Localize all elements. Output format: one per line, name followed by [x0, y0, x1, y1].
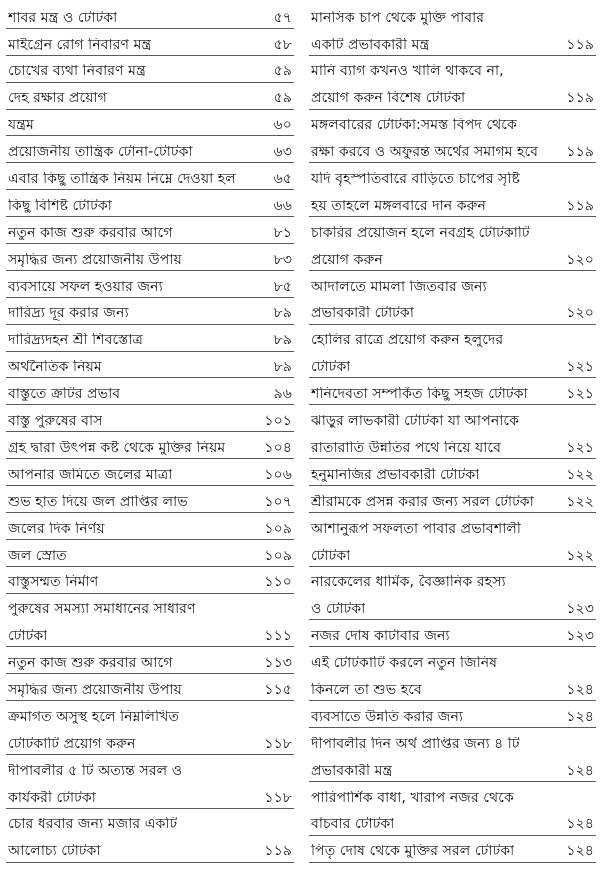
toc-entry-page-number: ৬০: [273, 117, 292, 134]
toc-entry-page-number: ১২৪: [566, 681, 594, 698]
toc-entry-title: টোটকা: [311, 548, 351, 563]
toc-entry-title: জল স্রোত: [8, 548, 67, 563]
toc-entry: [309, 674, 596, 701]
toc-entry-title: মানসিক চাপ থেকে মুক্তি পাবার: [311, 10, 485, 25]
toc-entry-title: কিনলে তা শুভ হবে: [311, 682, 422, 698]
toc-entry-page-number: ৫৯: [273, 63, 292, 80]
toc-entry-title: কিছু বিশিষ্ট টোটকা: [8, 198, 112, 214]
toc-entry: [309, 432, 596, 459]
toc-entry: [6, 271, 294, 298]
toc-entry-title: দীপাবলীর দিন অর্থ প্রাপ্তির জন্য ৪ টি: [311, 736, 520, 751]
toc-entry-title: ব্যবসাতে উন্নতি করার জন্য: [311, 709, 464, 725]
toc-entry-title: বাস্তুতে ক্রটির প্রভাব: [8, 387, 121, 402]
toc-entry: [6, 163, 294, 190]
toc-entry-title: হয় তাহলে মঙ্গলবারে দান করুন: [311, 198, 487, 214]
toc-entry: [309, 352, 596, 379]
toc-entry-title: কার্যকরী টোটকা: [8, 790, 96, 805]
toc-entry-page-number: ১১৯: [566, 197, 594, 214]
toc-entry-page-number: ১২০: [566, 305, 594, 322]
toc-entry-page-number: ১১৯: [566, 144, 594, 161]
toc-entry: [309, 110, 596, 137]
toc-entry: [6, 674, 294, 701]
toc-entry-page-number: ৬৫: [273, 171, 292, 188]
toc-entry: [309, 755, 596, 782]
toc-entry-page-number: ৮৯: [273, 332, 292, 349]
toc-entry-title: আশানুরূপ সফলতা পাবার প্রভাবশালী: [311, 521, 521, 536]
toc-entry: [6, 352, 294, 379]
toc-entry-title: দারিদ্র্য দূর করার জন্য: [8, 306, 129, 321]
toc-entry-title: একটি প্রভাবকারী মন্ত্র: [311, 37, 430, 52]
toc-entry-title: চোখের ব্যথা নিবারণ মন্ত্র: [8, 64, 146, 79]
toc-entry-page-number: ৫৭: [273, 9, 292, 26]
toc-entry: [6, 136, 294, 163]
toc-entry-title: আপনার জমিতে জলের মাত্রা: [8, 467, 173, 483]
toc-entry-title: সমৃদ্ধির জন্য প্রয়োজনীয় উপায়: [8, 682, 182, 698]
toc-entry: [6, 325, 294, 352]
toc-entry: [6, 647, 294, 674]
toc-entry: [6, 432, 294, 459]
toc-entry-page-number: ৫৯: [273, 90, 292, 107]
toc-entry-page-number: ৮৯: [273, 359, 292, 376]
toc-entry: [6, 298, 294, 325]
toc-entry-page-number: ১২০: [566, 251, 594, 268]
toc-entry: [6, 782, 294, 809]
toc-entry: [309, 83, 596, 110]
toc-entry-title: আদালতে মামলা জিতবার জন্য: [311, 279, 487, 294]
toc-entry-title: শনিদেবতা সম্পর্কিত কিছু সহজ টোটকা: [311, 387, 528, 402]
toc-column-right: [309, 2, 596, 863]
toc-entry: [309, 540, 596, 567]
toc-entry: [309, 701, 596, 728]
toc-entry-page-number: ১১৩: [264, 655, 292, 672]
toc-entry-page-number: ১২৩: [566, 628, 594, 645]
toc-entry-title: দীপাবলীর ৫ টি অত্যন্ত সরল ও: [8, 763, 183, 778]
toc-entry-page-number: ৯৬: [273, 386, 292, 403]
toc-entry-page-number: ১২৩: [566, 601, 594, 618]
toc-entry-page-number: ৫৮: [273, 36, 292, 53]
toc-entry: [6, 217, 294, 244]
toc-entry-title: ব্যবসায়ে সফল হওয়ার জন্য: [8, 279, 163, 294]
toc-entry: [309, 620, 596, 647]
toc-entry-page-number: ১১৯: [566, 36, 594, 53]
toc-entry: [6, 755, 294, 782]
toc-entry: [309, 513, 596, 540]
toc-entry-page-number: ৬৩: [273, 144, 292, 161]
toc-entry-page-number: ৮৯: [273, 305, 292, 322]
toc-entry: [309, 56, 596, 83]
toc-entry-title: নতুন কাজ শুরু করবার আগে: [8, 656, 173, 671]
toc-entry-page-number: ১১৫: [264, 681, 292, 698]
toc-entry-title: শুভ হাত দিয়ে জল প্রাপ্তির লাভ: [8, 494, 188, 509]
toc-entry: [309, 782, 596, 809]
toc-entry-page-number: ৮১: [273, 224, 292, 241]
toc-column-left: [6, 2, 294, 863]
toc-entry-page-number: ৬৬: [273, 197, 292, 214]
toc-entry-title: আলোচ্য টোটকা: [8, 844, 101, 859]
toc-entry: [6, 836, 294, 863]
toc-entry-page-number: ১২২: [566, 466, 594, 483]
toc-entry: [309, 325, 596, 352]
toc-entry-page-number: ৮৫: [273, 278, 292, 295]
toc-entry-page-number: ১১৯: [566, 90, 594, 107]
toc-entry-title: শাবর মন্ত্র ও টোটকা: [8, 10, 118, 25]
toc-entry-title: নারকেলের ধার্মিক, বৈজ্ঞানিক রহস্য: [311, 575, 506, 590]
toc-entry: [6, 56, 294, 83]
toc-entry: [6, 459, 294, 486]
toc-entry-title: হোলির রাত্রে প্রয়োগ করুন হলুদের: [311, 333, 504, 348]
toc-entry: [309, 728, 596, 755]
toc-entry: [309, 244, 596, 271]
toc-entry: [309, 567, 596, 594]
toc-entry-title: শ্রীরামকে প্রসন্ন করার জন্য সরল টোটকা: [311, 494, 534, 509]
toc-entry-page-number: ১২৪: [566, 816, 594, 833]
toc-entry: [309, 298, 596, 325]
toc-entry: [309, 378, 596, 405]
toc-entry-title: গ্রহ দ্বারা উৎপন্ন কষ্ট থেকে মুক্তির নিয়ম: [8, 440, 226, 456]
toc-entry-title: প্রয়োগ করুন: [311, 252, 383, 267]
toc-entry: [309, 647, 596, 674]
toc-entry-title: ক্রমাগত অসুস্থ হলে নিম্নলিখিত: [8, 709, 180, 725]
toc-entry-title: পিতৃ দোষ থেকে মুক্তির সরল টোটকা: [311, 844, 515, 859]
toc-entry-page-number: ১০৪: [264, 439, 292, 456]
toc-entry-title: বাস্তু পুরুষের বাস: [8, 414, 103, 429]
toc-entry: [6, 110, 294, 137]
toc-entry-title: টোটকা: [311, 360, 351, 375]
toc-entry: [309, 217, 596, 244]
toc-entry-title: ও টোটকা: [311, 602, 366, 617]
toc-entry-title: দেহ রক্ষার প্রয়োগ: [8, 91, 107, 106]
toc-entry: [309, 136, 596, 163]
toc-entry-page-number: ১২২: [566, 547, 594, 564]
toc-entry-title: ঝাড়ুর লাভকারী টোটকা যা আপনাকে: [311, 414, 520, 429]
toc-entry: [309, 271, 596, 298]
toc-entry: [309, 2, 596, 29]
toc-entry: [309, 190, 596, 217]
toc-entry-title: মঙ্গলবারের টোটকা:সমস্ত বিপদ থেকে: [311, 118, 517, 133]
toc-entry-title: প্রভাবকারী টোটকা: [311, 306, 414, 321]
toc-entry-title: পারিপার্শিক বাধা, খারাপ নজর থেকে: [311, 790, 514, 805]
toc-entry-page-number: ১২১: [566, 386, 594, 403]
toc-entry-title: চোর ধরবার জন্য মজার একটি: [8, 817, 178, 832]
toc-entry-page-number: ১০৭: [264, 493, 292, 510]
toc-entry-title: যদি বৃহস্পতিবারে বাড়িতে চাপের সৃষ্টি: [311, 172, 520, 187]
toc-entry-page-number: ১২৪: [566, 762, 594, 779]
toc-entry: [309, 29, 596, 56]
toc-entry-page-number: ১২৪: [566, 843, 594, 860]
toc-entry-title: জলের দিক নির্ণয়: [8, 521, 105, 536]
toc-entry: [6, 809, 294, 836]
toc-entry: [309, 836, 596, 863]
toc-entry-title: টোটকা: [8, 629, 48, 644]
toc-entry: [309, 594, 596, 621]
toc-entry: [309, 163, 596, 190]
toc-entry-page-number: ১২১: [566, 439, 594, 456]
toc-entry: [6, 594, 294, 621]
toc-entry: [6, 620, 294, 647]
toc-entry-title: মানি ব্যাগ কখনও খালি থাকবে না,: [311, 64, 504, 79]
toc-entry-title: প্রয়োজনীয় তান্ত্রিক টোনা-টোটকা: [8, 145, 193, 160]
toc-entry: [309, 405, 596, 432]
toc-entry: [309, 809, 596, 836]
toc-entry-title: এবার কিছু তান্ত্রিক নিয়ম নিম্নে দেওয়া হল: [8, 172, 236, 187]
toc-entry: [6, 486, 294, 513]
toc-entry: [6, 405, 294, 432]
toc-entry-title: এই টোটকাটি করলে নতুন জিনিষ: [311, 656, 498, 671]
toc-entry: [6, 513, 294, 540]
toc-entry-title: বাস্তুসম্মত নির্মাণ: [8, 575, 99, 590]
toc-entry-page-number: ৮৩: [273, 251, 292, 268]
toc-entry-page-number: ১১৮: [264, 735, 292, 752]
toc-entry-title: পুরুষের সমস্যা সমাধানের সাধারণ: [8, 602, 196, 617]
toc-entry: [309, 459, 596, 486]
toc-entry: [6, 2, 294, 29]
toc-entry-title: প্রয়োগ করুন বিশেষ টোটকা: [311, 91, 466, 106]
toc-entry: [6, 728, 294, 755]
toc-entry-title: সমৃদ্ধির জন্য প্রয়োজনীয় উপায়: [8, 252, 182, 267]
toc-entry-title: যন্ত্রম: [8, 118, 34, 133]
toc-entry: [6, 190, 294, 217]
toc-entry: [6, 378, 294, 405]
toc-entry-title: মাইগ্রেন রোগ নিবারণ মন্ত্র: [8, 37, 152, 52]
toc-entry-title: রাতারাতি উন্নতির পথে নিয়ে যাবে: [311, 440, 501, 456]
toc-entry-title: রক্ষা করবে ও অফুরন্ত অর্থের সমাগম হবে: [311, 145, 539, 160]
toc-entry-title: টোটকাটি প্রয়োগ করুন: [8, 736, 136, 751]
toc-entry-title: দারিদ্র্যদহন শ্রী শিবস্তোত্র: [8, 333, 143, 348]
toc-entry-title: নতুন কাজ শুরু করবার আগে: [8, 225, 173, 241]
toc-entry-title: অর্থনৈতিক নিয়ম: [8, 360, 102, 375]
toc-entry-page-number: ১০৯: [264, 520, 292, 537]
toc-entry-page-number: ১১৮: [264, 789, 292, 806]
toc-entry-page-number: ১০৬: [264, 466, 292, 483]
toc-entry-page-number: ১২১: [566, 359, 594, 376]
toc-entry-title: প্রভাবকারী মন্ত্র: [311, 763, 393, 778]
toc-entry: [6, 29, 294, 56]
toc-entry: [6, 244, 294, 271]
toc-entry-page-number: ১১০: [264, 574, 292, 591]
toc-entry: [309, 486, 596, 513]
toc-entry-page-number: ১০৯: [264, 547, 292, 564]
toc-entry: [6, 567, 294, 594]
toc-entry: [6, 701, 294, 728]
toc-entry-title: বাঁচবার টোটকা: [311, 817, 395, 832]
toc-entry-page-number: ১২২: [566, 493, 594, 510]
toc-entry-title: চাকরির প্রয়োজন হলে নবগ্রহ টোটকাটি: [311, 225, 530, 241]
toc-entry-page-number: ১২৪: [566, 708, 594, 725]
toc-entry: [6, 83, 294, 110]
toc-entry-page-number: ১১৯: [264, 843, 292, 860]
toc-entry-page-number: ১১১: [264, 628, 292, 645]
toc-entry: [6, 540, 294, 567]
toc-entry-title: নজর দোষ কাটাবার জন্য: [311, 629, 450, 644]
toc-entry-page-number: ১০১: [264, 413, 292, 430]
toc-entry-title: হনুমানজির প্রভাবকারী টোটকা: [311, 467, 480, 483]
